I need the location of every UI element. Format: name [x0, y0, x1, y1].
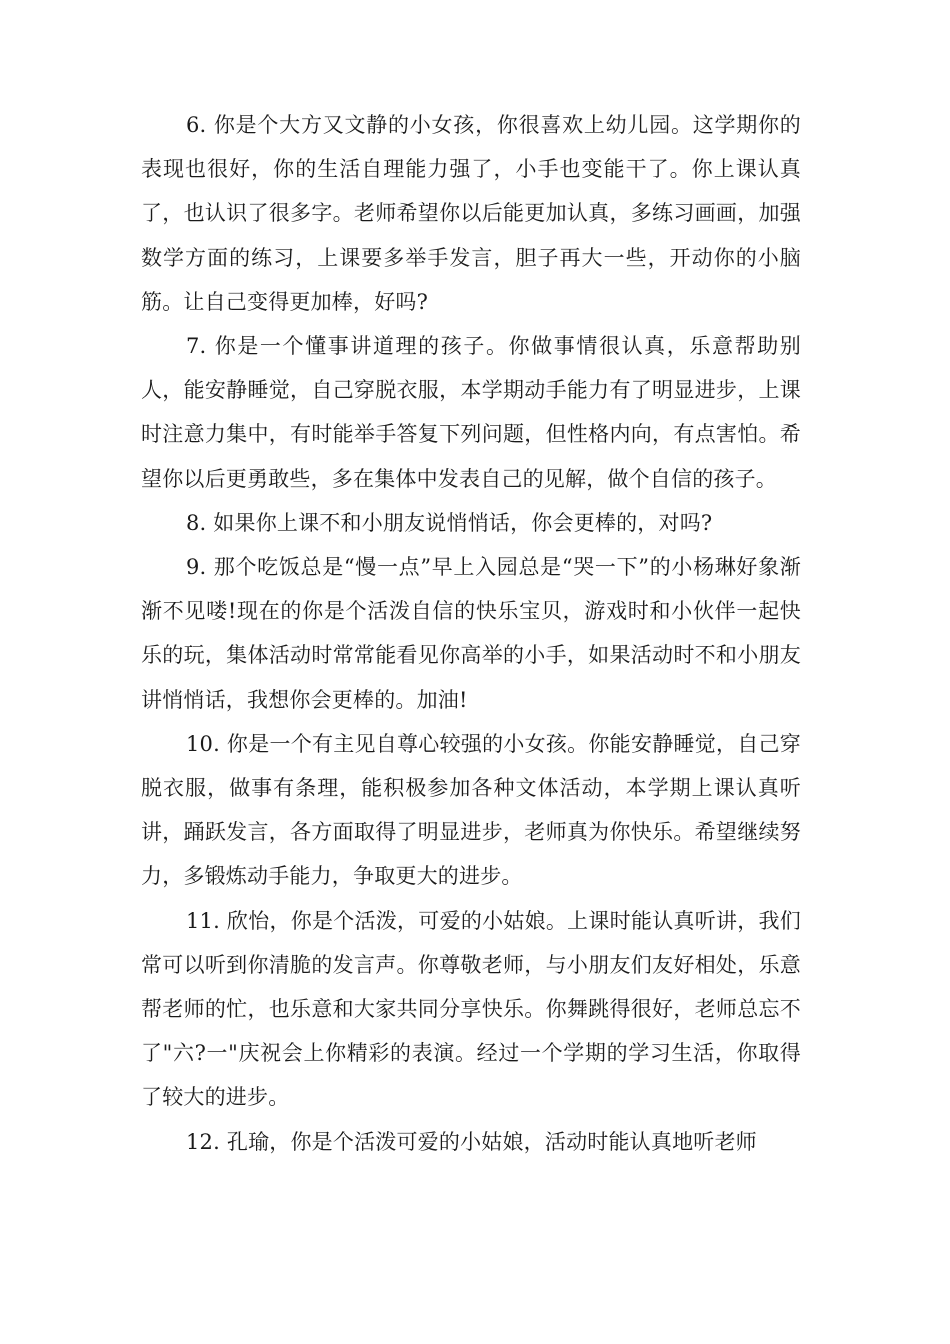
- paragraph-9: 9. 那个吃饭总是“慢一点”早上入园总是“哭一下”的小杨琳好象渐渐不见喽!现在的你是个活泼自信的快乐宝贝，游戏时和小伙伴一起快乐的玩，集体活动时常常能看见你高举的小手，如果活动时不和小朋友讲悄悄话，我想你会更棒的。加油!: [141, 555, 801, 712]
- paragraph-11: 11. 欣怡，你是个活泼，可爱的小姑娘。上课时能认真听讲，我们常可以听到你清脆的发言声。你尊敬老师，与小朋友们友好相处，乐意帮老师的忙，也乐意和大家共同分享快乐。你舞跳得很好，老师总忘不了"六?一"庆祝会上你精彩的表演。经过一个学期的学习生活，你取得了较大的进步。: [141, 908, 801, 1110]
- paragraph-7: 7. 你是一个懂事讲道理的孩子。你做事情很认真，乐意帮助别人，能安静睡觉，自己穿脱衣服，本学期动手能力有了明显进步，上课时注意力集中，有时能举手答复下列问题，但性格内向，有点害怕。希望你以后更勇敢些，多在集体中发表自己的见解，做个自信的孩子。: [141, 334, 801, 491]
- paragraph-8: 8. 如果你上课不和小朋友说悄悄话，你会更棒的，对吗?: [186, 510, 713, 535]
- paragraph-12: 12. 孔瑜，你是个活泼可爱的小姑娘，活动时能认真地听老师: [186, 1129, 757, 1154]
- paragraph-6: 6. 你是个大方又文静的小女孩，你很喜欢上幼儿园。这学期你的表现也很好，你的生活自理能力强了，小手也变能干了。你上课认真了，也认识了很多字。老师希望你以后能更加认真，多练习画画，加强数学方面的练习，上课要多举手发言，胆子再大一些，开动你的小脑筋。让自己变得更加棒，好吗?: [141, 113, 801, 314]
- paragraph-10: 10. 你是一个有主见自尊心较强的小女孩。你能安静睡觉，自己穿脱衣服，做事有条理，能积极参加各种文体活动，本学期上课认真听讲，踊跃发言，各方面取得了明显进步，老师真为你快乐。希望继续努力，多锻炼动手能力，争取更大的进步。: [141, 731, 801, 889]
- document-body: [141, 103, 801, 1164]
